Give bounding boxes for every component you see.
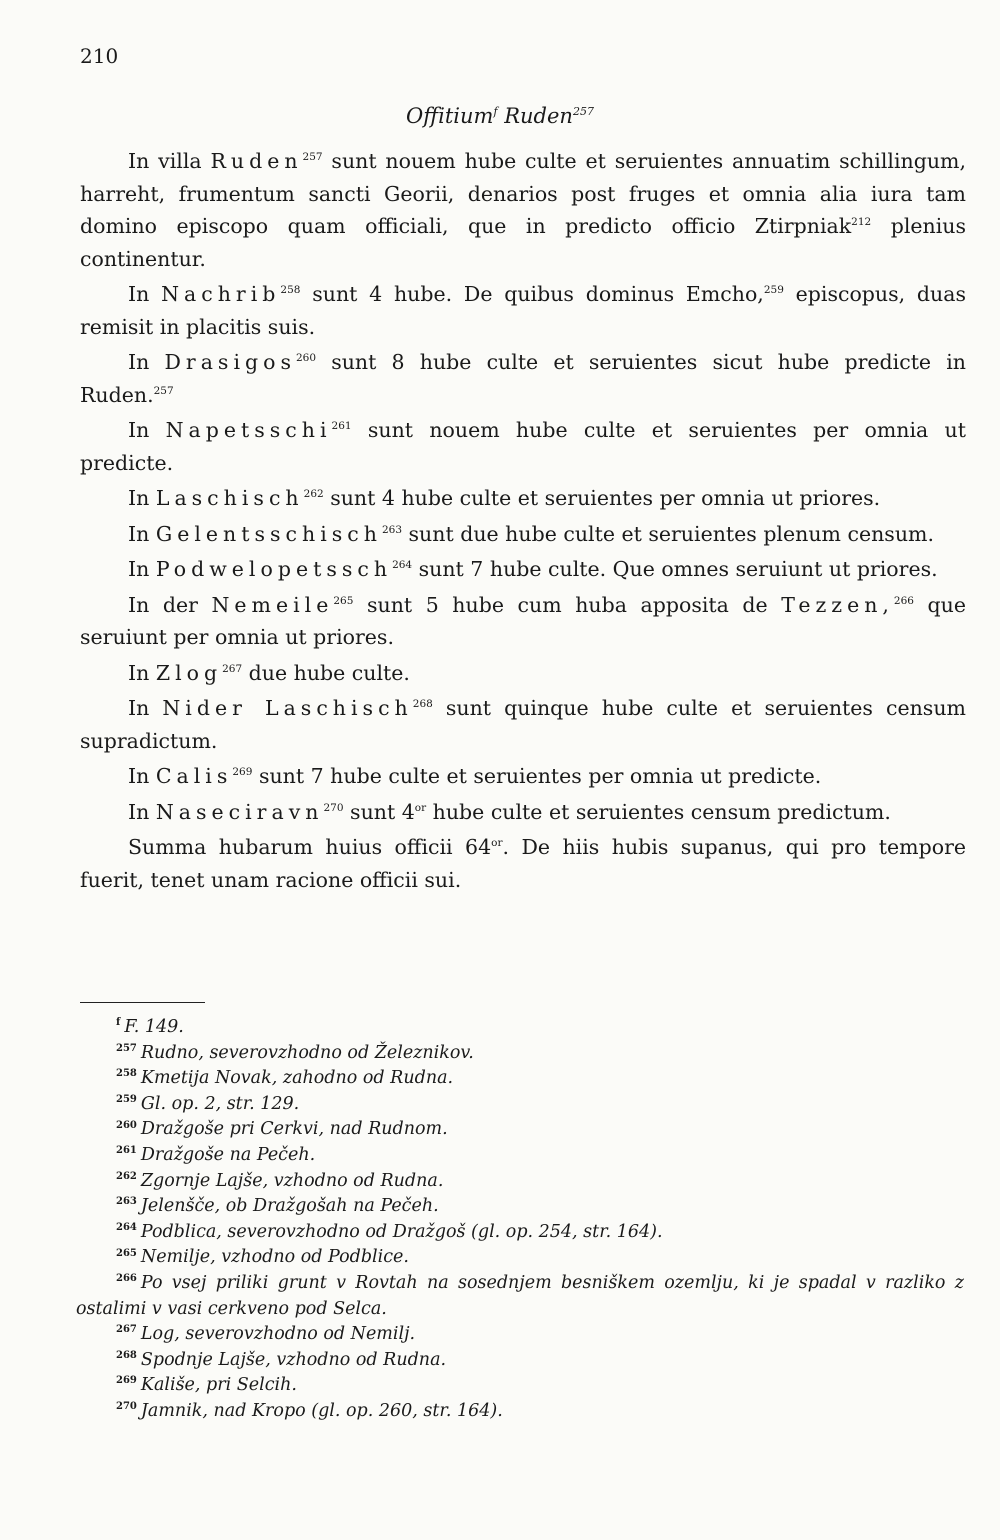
footnote (76, 1015, 964, 1041)
paragraph-text: hube culte et seruientes censum predictum. (426, 799, 891, 824)
footnote-number: 258 (116, 1068, 137, 1080)
footnote-ref: or (414, 801, 427, 814)
paragraph-text: plenius continentur. (80, 214, 967, 271)
footnote (76, 1117, 964, 1143)
footnote (76, 1399, 964, 1425)
heading-footnote-mark: f (493, 105, 498, 118)
footnote-text: Jelenšče, ob Dražgošah na Pečeh. (140, 1196, 439, 1217)
paragraph (80, 414, 966, 479)
paragraph-lead: In (128, 418, 166, 442)
footnote-ref: 261 (331, 420, 352, 433)
footnote-ref: 269 (232, 766, 253, 779)
place-name: Calis (155, 764, 233, 788)
paragraph-lead: In (128, 350, 165, 374)
footnote (76, 1322, 964, 1348)
paragraph-lead: In (128, 521, 156, 546)
place-name: Ruden (210, 149, 303, 173)
footnote (76, 1066, 964, 1092)
footnote-ref: 266 (893, 594, 914, 607)
paragraph (80, 553, 966, 586)
footnote-text: Gl. op. 2, str. 129. (140, 1093, 300, 1114)
paragraph (80, 831, 966, 896)
footnote-ref: 268 (412, 698, 433, 711)
paragraph-text: sunt 5 hube cum huba apposita de (353, 592, 782, 617)
paragraph-lead: In (128, 764, 156, 788)
paragraph-lead: In (128, 282, 162, 306)
footnote-ref: 263 (381, 523, 402, 536)
footnote-number: 260 (116, 1119, 137, 1131)
paragraph-text: sunt 7 hube culte. Que omnes seruiunt ut priores. (412, 557, 938, 581)
footnote (76, 1245, 964, 1271)
place-name: Napetsschi (165, 418, 332, 442)
footnote-text: Podblica, severovzhodno od Dražgoš (gl. op. 254, str. 164). (140, 1221, 663, 1242)
paragraph (80, 589, 966, 654)
footnote-text: Spodnje Lajše, vzhodno od Rudna. (140, 1349, 447, 1370)
place-name: Zlog (155, 660, 223, 685)
footnote-ref: 257 (302, 151, 323, 164)
footnote-number: 257 (116, 1042, 137, 1054)
paragraph-text: sunt nouem hube culte et seruientes annuatim schillingum, harreht, frumentum sancti Georii, denarios post fruges et omnia alia iura tam domino episcopo quam officiali, que in predicto officio Ztirpniak (80, 149, 966, 238)
footnote-text: F. 149. (124, 1017, 184, 1037)
footnote-number: 264 (116, 1221, 137, 1233)
footnote-text: Log, severovzhodno od Nemilj. (140, 1324, 416, 1345)
paragraph-text: sunt 8 hube culte et seruientes sicut hube predicte in Ruden. (80, 350, 966, 407)
footnote (76, 1169, 964, 1195)
page-number: 210 (80, 44, 119, 68)
footnote (76, 1194, 964, 1220)
footnote-number: 261 (116, 1145, 137, 1157)
footnote-text: Po vsej priliki grunt v Rovtah na sosednjem besniškem ozemlju, ki je spadal v razliko z ostalimi v vasi cerkveno pod Selca. (76, 1272, 964, 1319)
place-name: Naseciravn (155, 799, 324, 824)
footnote-number: 268 (116, 1349, 137, 1361)
footnote (76, 1143, 964, 1169)
footnote (76, 1041, 964, 1067)
paragraph-text: sunt 7 hube culte et seruientes per omnia ut predicte. (252, 764, 822, 788)
footnotes (76, 1015, 964, 1425)
paragraph-lead: In (128, 557, 156, 581)
paragraph-lead: In (128, 799, 156, 824)
footnote (76, 1271, 964, 1322)
footnote-number: 269 (116, 1375, 137, 1387)
paragraph-text: que seruiunt per omnia ut priores. (80, 592, 966, 649)
paragraph-lead: In (128, 486, 156, 510)
footnote-number: 267 (116, 1324, 137, 1336)
paragraph-text: episcopus, duas remisit in placitis suis. (80, 282, 966, 339)
footnote-ref: 270 (323, 801, 344, 814)
footnote-text: Zgornje Lajše, vzhodno od Rudna. (140, 1170, 444, 1191)
paragraph-lead: In (128, 696, 163, 720)
footnote-number: 259 (116, 1093, 137, 1105)
paragraph (80, 692, 966, 757)
heading-text: Offitium (406, 104, 494, 128)
footnote-ref: 262 (303, 488, 324, 501)
paragraph-text: sunt 4 (343, 799, 415, 824)
place-name: Gelentsschisch (155, 521, 382, 546)
paragraph (80, 796, 966, 829)
footnote-number: 262 (116, 1170, 137, 1182)
footnote-text: Rudno, severovzhodno od Železnikov. (140, 1042, 474, 1063)
paragraph-lead: In der (128, 592, 212, 617)
paragraph-text: sunt nouem hube culte et seruientes per omnia ut predicte. (80, 418, 966, 475)
place-name: Podwelopetssch (155, 557, 393, 581)
footnote-text: Kališe, pri Selcih. (140, 1375, 297, 1396)
place-name: Tezzen, (781, 592, 894, 617)
footnote-ref: 264 (392, 559, 413, 572)
footnote (76, 1220, 964, 1246)
paragraph (80, 657, 966, 690)
footnote-number: 265 (116, 1247, 137, 1259)
main-text (80, 145, 966, 899)
paragraph-text: sunt due hube culte et seruientes plenum censum. (402, 521, 934, 546)
footnote-number: 263 (116, 1196, 137, 1208)
place-name: Drasigos (164, 350, 296, 374)
paragraph-lead: Summa hubarum huius officii 64 (128, 835, 492, 859)
footnote-text: Jamnik, nad Kropo (gl. op. 260, str. 164). (140, 1400, 503, 1421)
paragraph (80, 278, 966, 343)
footnote-ref: or (491, 837, 503, 850)
footnote (76, 1348, 964, 1374)
footnote-ref: 212 (851, 216, 872, 229)
footnote-number: 270 (116, 1401, 137, 1413)
paragraph-lead: In (128, 660, 156, 685)
footnote-ref: 260 (296, 352, 317, 365)
footnote-text: Nemilje, vzhodno od Podblice. (140, 1247, 409, 1268)
footnote-divider (80, 1002, 205, 1003)
footnote-ref: 267 (222, 662, 243, 675)
paragraph (80, 760, 966, 793)
place-name: Laschisch (155, 486, 304, 510)
paragraph-text: sunt 4 hube. De quibus dominus Emcho, (300, 282, 764, 306)
section-heading (0, 104, 1000, 128)
place-name: Nemeile (211, 592, 334, 617)
place-name: Nachrib (161, 282, 281, 306)
paragraph-text: sunt 4 hube culte et seruientes per omnia ut priores. (323, 486, 881, 510)
heading-footnote-ref: 257 (572, 105, 594, 118)
footnote (76, 1092, 964, 1118)
place-name: Nider Laschisch (162, 696, 413, 720)
footnote-text: Dražgoše na Pečeh. (140, 1144, 316, 1165)
footnote-text: Dražgoše pri Cerkvi, nad Rudnom. (140, 1119, 448, 1140)
footnote-ref: 265 (333, 594, 354, 607)
paragraph (80, 346, 966, 411)
paragraph-text: sunt quinque hube culte et seruientes censum supradictum. (80, 696, 966, 753)
footnote-text: Kmetija Novak, zahodno od Rudna. (140, 1068, 454, 1089)
paragraph-text: due hube culte. (242, 660, 410, 685)
footnote-ref: 257 (153, 384, 174, 397)
footnote-ref: 258 (280, 284, 301, 297)
paragraph (80, 145, 966, 275)
footnote-number: 266 (116, 1273, 137, 1285)
heading-place: Ruden (504, 104, 573, 128)
footnote (76, 1373, 964, 1399)
paragraph (80, 482, 966, 515)
footnote-ref: 259 (763, 284, 784, 297)
paragraph-lead: In villa (128, 149, 211, 173)
paragraph (80, 518, 966, 551)
paragraph-text: . De hiis hubis supanus, qui pro tempore fuerit, tenet unam racione officii sui. (80, 835, 966, 892)
footnote-number: f (116, 1017, 121, 1029)
